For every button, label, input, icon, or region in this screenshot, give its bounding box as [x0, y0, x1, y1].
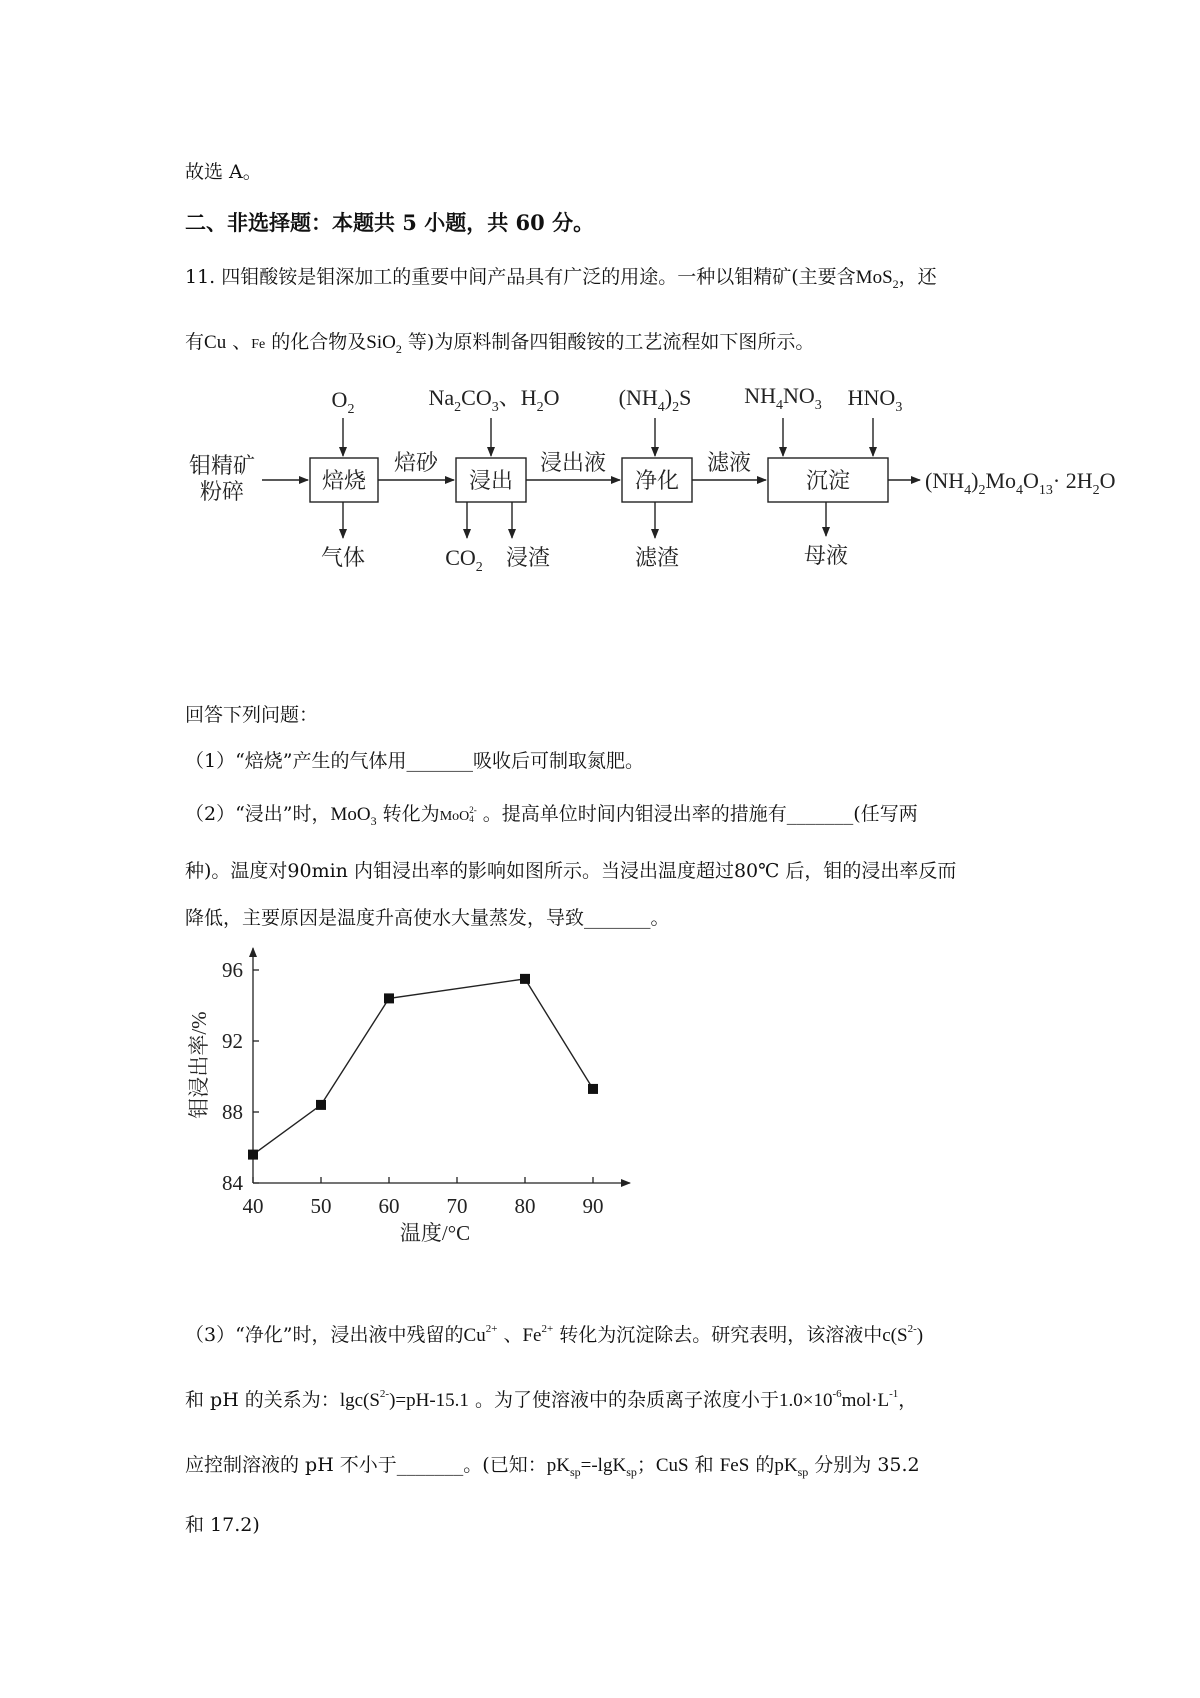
y-tick-label: 92 [222, 1029, 243, 1053]
question-part-2-line-1: （2）“浸出”时，MoO$_3$ 转化为MoO 2- 4 。提高单位时间内钼浸出率的措施有_______(任写两 [185, 803, 918, 828]
mid-leachate: 浸出液 [539, 450, 607, 475]
answer-intro: 回答下列问题： [185, 704, 319, 726]
x-tick-label: 40 [242, 1194, 264, 1218]
x-tick-label: 80 [514, 1194, 536, 1218]
data-point-marker [588, 1084, 598, 1094]
product-formula: $(NH_4)_2Mo_4O_{13}\cdot 2H_2O$ [925, 468, 1116, 498]
question-11-line-2: 有Cu 、Fe 的化合物及SiO$_2$ 等)为原料制备四钼酸铵的工艺流程如下图所示。 [185, 331, 815, 356]
step-purify: 净化 [634, 468, 680, 493]
step-precipitate: 沉淀 [805, 468, 851, 493]
step-leach: 浸出 [468, 468, 514, 493]
y-tick-label: 88 [222, 1100, 243, 1124]
conclusion-line: 故选 A。 [185, 161, 262, 183]
x-axis-title: 温度/°C [399, 1221, 471, 1245]
question-part-3-line-3: 应控制溶液的 pH 不小于_______。(已知：$pK_{sp}=-\lg K_{sp}$；CuS 和 FeS 的$pK_{sp}$ 分别为 35.2 [185, 1454, 920, 1479]
mid-calcine: 焙砂 [393, 450, 439, 475]
output-filter-residue: 滤渣 [634, 545, 680, 570]
output-gas: 气体 [320, 545, 366, 570]
feed-label-1: 钼精矿 [188, 453, 256, 478]
data-point-marker [316, 1100, 326, 1110]
question-part-3-line-2: 和 pH 的关系为：$\lg c(S^{2-})=pH-15.1$ 。为了使溶液中的杂质离子浓度小于$1.0\times 10^{-6}mol\cdot L^{-1}$， [185, 1388, 918, 1411]
question-11-line-1: 11. 四钼酸铵是钼深加工的重要中间产品具有广泛的用途。一种以钼精矿(主要含MoS$_2$，还 [185, 266, 937, 291]
data-point-marker [384, 993, 394, 1003]
step-roast: 焙烧 [321, 468, 367, 493]
series-line [253, 979, 593, 1155]
question-part-3-line-4: 和 17.2) [185, 1514, 260, 1536]
input-na2co3-h2o: $Na_2CO_3$、$H_2O$ [428, 385, 560, 415]
chart-axes [253, 948, 630, 1183]
input-o2: $O_2$ [331, 387, 355, 417]
y-tick-label: 96 [222, 958, 243, 982]
input-nh4-2s: $(NH_4)_2S$ [618, 385, 692, 415]
feed-label-2: 粉碎 [199, 479, 245, 504]
output-co2: $CO_2$ [445, 545, 483, 575]
x-tick-label: 60 [378, 1194, 400, 1218]
question-part-1: （1）“焙烧”产生的气体用_______吸收后可制取氮肥。 [185, 750, 645, 772]
x-tick-label: 90 [582, 1194, 604, 1218]
question-part-2-line-2: 种)。温度对90min 内钼浸出率的影响如图所示。当浸出温度超过80℃ 后，钼的浸出率反而 [185, 860, 957, 882]
section-heading: 二、非选择题：本题共 5 小题，共 60 分。 [185, 210, 595, 235]
data-point-marker [520, 974, 530, 984]
question-part-2-line-3: 降低，主要原因是温度升高使水大量蒸发，导致_______。 [185, 907, 670, 929]
y-tick-label: 84 [222, 1171, 243, 1195]
x-tick-label: 70 [446, 1194, 468, 1218]
input-nh4no3: $NH_4NO_3$ [744, 383, 822, 413]
mid-filtrate: 滤液 [706, 450, 752, 475]
process-flow-diagram [0, 375, 1200, 585]
input-hno3: $HNO_3$ [847, 385, 903, 415]
output-leach-residue: 浸渣 [505, 545, 551, 570]
leaching-rate-chart [0, 935, 700, 1255]
x-tick-label: 50 [310, 1194, 332, 1218]
y-axis-title: 钼浸出率/% [187, 1011, 211, 1119]
question-part-3-line-1: （3）“净化”时，浸出液中残留的$Cu^{2+}$ 、$Fe^{2+}$ 转化为沉淀除去。研究表明，该溶液中$c(S^{2-})$ [185, 1323, 924, 1346]
data-point-marker [248, 1150, 258, 1160]
output-mother-liquor: 母液 [803, 543, 849, 568]
